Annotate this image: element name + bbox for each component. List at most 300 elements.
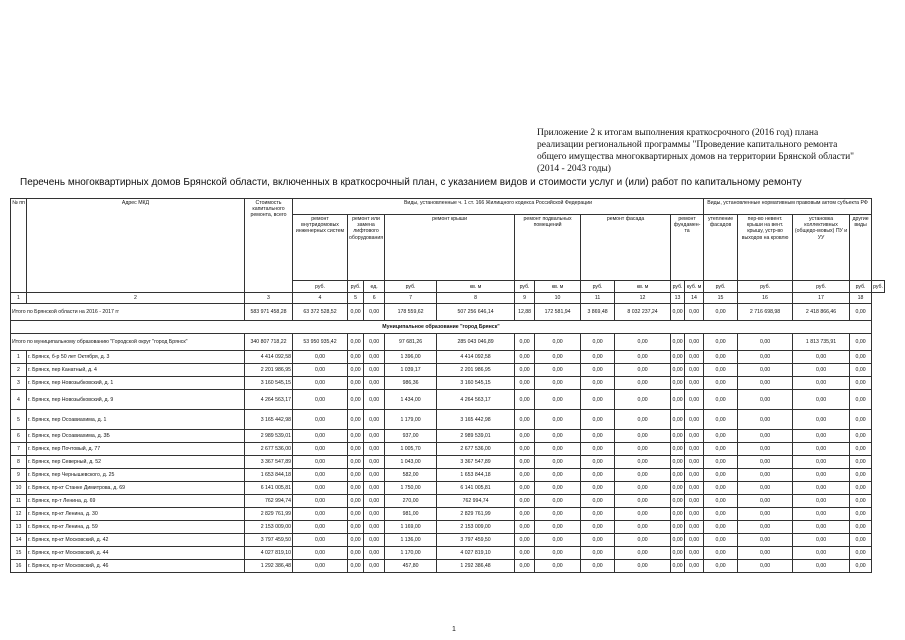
value-cell: 0,00 bbox=[535, 521, 581, 534]
header-insulation: утепление фасадов bbox=[704, 215, 738, 281]
total-label: Итого по муниципальному образованию "Городской округ "город Брянск" bbox=[11, 334, 245, 351]
value-cell: 0,00 bbox=[348, 495, 364, 508]
value-cell: 0,00 bbox=[515, 351, 535, 364]
value-cell: 2 201 986,95 bbox=[245, 364, 293, 377]
value-cell: 0,00 bbox=[515, 430, 535, 443]
value-cell: 0,00 bbox=[515, 469, 535, 482]
column-number-cell: 15 bbox=[704, 293, 738, 304]
value-cell: 0,00 bbox=[515, 456, 535, 469]
table-row bbox=[11, 351, 885, 364]
column-number-cell: 10 bbox=[535, 293, 581, 304]
value-cell: 0,00 bbox=[671, 443, 685, 456]
unit-cell: руб. bbox=[348, 281, 364, 293]
value-cell: 4 414 092,58 bbox=[245, 351, 293, 364]
value-cell: 0,00 bbox=[515, 390, 535, 410]
total-value-cell: 97 681,26 bbox=[385, 334, 437, 351]
header-num: № пп bbox=[11, 199, 27, 293]
unit-cell: руб. bbox=[515, 281, 535, 293]
value-cell: 0,00 bbox=[685, 560, 704, 573]
value-cell: 0,00 bbox=[615, 534, 671, 547]
total-value-cell: 12,88 bbox=[515, 304, 535, 321]
value-cell: 0,00 bbox=[535, 534, 581, 547]
total-value-cell: 53 950 935,42 bbox=[293, 334, 348, 351]
value-cell: 0,00 bbox=[293, 469, 348, 482]
row-number-cell: 8 bbox=[11, 456, 27, 469]
value-cell: 0,00 bbox=[515, 534, 535, 547]
value-cell: 0,00 bbox=[738, 390, 793, 410]
value-cell: 0,00 bbox=[738, 430, 793, 443]
value-cell: 0,00 bbox=[738, 508, 793, 521]
value-cell: 0,00 bbox=[581, 443, 615, 456]
row-number-cell: 2 bbox=[11, 364, 27, 377]
value-cell: 0,00 bbox=[793, 351, 850, 364]
table-row bbox=[11, 364, 885, 377]
value-cell: 0,00 bbox=[348, 443, 364, 456]
value-cell: 0,00 bbox=[704, 534, 738, 547]
value-cell: 0,00 bbox=[581, 351, 615, 364]
value-cell: 986,36 bbox=[385, 377, 437, 390]
value-cell: 0,00 bbox=[685, 547, 704, 560]
header-elevator: ремонт или замена лифтового оборудования bbox=[348, 215, 385, 281]
value-cell: 0,00 bbox=[685, 482, 704, 495]
value-cell: 0,00 bbox=[348, 482, 364, 495]
header-foundation: ремонт фундамен-та bbox=[671, 215, 704, 281]
value-cell: 1 005,70 bbox=[385, 443, 437, 456]
header-types-housing-code: Виды, установленные ч. 1 ст. 166 Жилищного кодекса Российской Федерации bbox=[293, 199, 704, 215]
header-other: другие виды bbox=[850, 215, 872, 281]
address-cell: г. Брянск, пер Канатный, д. 4 bbox=[27, 364, 245, 377]
table-row bbox=[11, 456, 885, 469]
value-cell: 0,00 bbox=[293, 508, 348, 521]
value-cell: 0,00 bbox=[738, 377, 793, 390]
value-cell: 0,00 bbox=[364, 560, 385, 573]
value-cell: 0,00 bbox=[738, 495, 793, 508]
value-cell: 0,00 bbox=[515, 508, 535, 521]
table-row bbox=[11, 508, 885, 521]
value-cell: 0,00 bbox=[793, 456, 850, 469]
value-cell: 582,00 bbox=[385, 469, 437, 482]
value-cell: 0,00 bbox=[515, 443, 535, 456]
value-cell: 1 653 844,18 bbox=[437, 469, 515, 482]
value-cell: 0,00 bbox=[615, 508, 671, 521]
row-number-cell: 5 bbox=[11, 410, 27, 430]
column-number-cell: 9 bbox=[515, 293, 535, 304]
address-cell: г. Брянск, пр-кт Московский, д. 46 bbox=[27, 560, 245, 573]
value-cell: 0,00 bbox=[704, 469, 738, 482]
total-value-cell: 0,00 bbox=[850, 304, 872, 321]
value-cell: 0,00 bbox=[535, 560, 581, 573]
value-cell: 0,00 bbox=[850, 456, 872, 469]
value-cell: 0,00 bbox=[671, 410, 685, 430]
value-cell: 4 264 563,17 bbox=[245, 390, 293, 410]
value-cell: 1 170,00 bbox=[385, 547, 437, 560]
value-cell: 0,00 bbox=[850, 521, 872, 534]
address-cell: г. Брянск, пер Чернышевского, д. 25 bbox=[27, 469, 245, 482]
value-cell: 0,00 bbox=[581, 377, 615, 390]
value-cell: 0,00 bbox=[793, 560, 850, 573]
column-number-cell: 7 bbox=[385, 293, 437, 304]
value-cell: 6 141 005,81 bbox=[245, 482, 293, 495]
value-cell: 0,00 bbox=[581, 508, 615, 521]
value-cell: 0,00 bbox=[535, 508, 581, 521]
value-cell: 2 153 009,00 bbox=[437, 521, 515, 534]
value-cell: 0,00 bbox=[685, 364, 704, 377]
table-row bbox=[11, 495, 885, 508]
value-cell: 1 292 386,48 bbox=[437, 560, 515, 573]
value-cell: 2 989 539,01 bbox=[437, 430, 515, 443]
total-value-cell: 0,00 bbox=[704, 304, 738, 321]
value-cell: 3 160 545,15 bbox=[437, 377, 515, 390]
value-cell: 0,00 bbox=[738, 521, 793, 534]
value-cell: 0,00 bbox=[348, 456, 364, 469]
value-cell: 0,00 bbox=[615, 482, 671, 495]
value-cell: 0,00 bbox=[535, 456, 581, 469]
total-value-cell: 0,00 bbox=[738, 334, 793, 351]
value-cell: 0,00 bbox=[581, 469, 615, 482]
value-cell: 0,00 bbox=[738, 443, 793, 456]
unit-cell: кв. м bbox=[437, 281, 515, 293]
value-cell: 4 264 563,17 bbox=[437, 390, 515, 410]
value-cell: 0,00 bbox=[535, 377, 581, 390]
value-cell: 0,00 bbox=[615, 351, 671, 364]
total-value-cell: 0,00 bbox=[348, 304, 364, 321]
value-cell: 0,00 bbox=[671, 547, 685, 560]
unit-cell: руб. bbox=[581, 281, 615, 293]
unit-cell: руб. bbox=[385, 281, 437, 293]
total-value-cell: 0,00 bbox=[348, 334, 364, 351]
unit-cell: кв. м bbox=[535, 281, 581, 293]
value-cell: 0,00 bbox=[704, 377, 738, 390]
total-value-cell: 8 032 237,24 bbox=[615, 304, 671, 321]
value-cell: 0,00 bbox=[793, 508, 850, 521]
row-number-cell: 1 bbox=[11, 351, 27, 364]
value-cell: 0,00 bbox=[704, 364, 738, 377]
value-cell: 0,00 bbox=[704, 430, 738, 443]
address-cell: г. Брянск, пер Северный, д. 52 bbox=[27, 456, 245, 469]
value-cell: 3 797 459,50 bbox=[437, 534, 515, 547]
value-cell: 1 136,00 bbox=[385, 534, 437, 547]
unit-cell: руб. bbox=[671, 281, 685, 293]
value-cell: 0,00 bbox=[515, 410, 535, 430]
value-cell: 0,00 bbox=[850, 377, 872, 390]
value-cell: 0,00 bbox=[671, 456, 685, 469]
value-cell: 3 367 547,89 bbox=[245, 456, 293, 469]
address-cell: г. Брянск, пр-кт Станке Димитрова, д. 69 bbox=[27, 482, 245, 495]
row-number-cell: 14 bbox=[11, 534, 27, 547]
address-cell: г. Брянск, пр-т Ленина, д. 69 bbox=[27, 495, 245, 508]
value-cell: 2 677 536,00 bbox=[245, 443, 293, 456]
value-cell: 0,00 bbox=[515, 521, 535, 534]
value-cell: 0,00 bbox=[348, 521, 364, 534]
address-cell: г. Брянск, пр-кт Московский, д. 42 bbox=[27, 534, 245, 547]
row-number-cell: 11 bbox=[11, 495, 27, 508]
value-cell: 0,00 bbox=[581, 364, 615, 377]
value-cell: 0,00 bbox=[615, 410, 671, 430]
value-cell: 0,00 bbox=[704, 456, 738, 469]
total-value-cell: 285 043 046,89 bbox=[437, 334, 515, 351]
table-row bbox=[11, 377, 885, 390]
value-cell: 1 169,00 bbox=[385, 521, 437, 534]
value-cell: 0,00 bbox=[671, 469, 685, 482]
value-cell: 0,00 bbox=[364, 351, 385, 364]
value-cell: 0,00 bbox=[850, 351, 872, 364]
value-cell: 0,00 bbox=[671, 377, 685, 390]
value-cell: 1 750,00 bbox=[385, 482, 437, 495]
row-number-cell: 13 bbox=[11, 521, 27, 534]
table-row bbox=[11, 469, 885, 482]
value-cell: 0,00 bbox=[364, 547, 385, 560]
total-value-cell: 507 256 646,14 bbox=[437, 304, 515, 321]
value-cell: 0,00 bbox=[615, 430, 671, 443]
value-cell: 0,00 bbox=[685, 410, 704, 430]
header-pitched-roof: пер-во невент. крыши на вент. крышу, устр-во выходов на кровлю bbox=[738, 215, 793, 281]
value-cell: 0,00 bbox=[850, 482, 872, 495]
value-cell: 1 434,00 bbox=[385, 390, 437, 410]
value-cell: 0,00 bbox=[364, 456, 385, 469]
value-cell: 0,00 bbox=[850, 410, 872, 430]
value-cell: 0,00 bbox=[793, 430, 850, 443]
value-cell: 0,00 bbox=[581, 495, 615, 508]
document-title: Перечень многоквартирных домов Брянской области, включенных в краткосрочный план, с указанием видов и стоимости услуг и (или) работ по капитальному ремонту bbox=[20, 177, 802, 188]
value-cell: 0,00 bbox=[704, 495, 738, 508]
value-cell: 0,00 bbox=[671, 495, 685, 508]
value-cell: 2 989 539,01 bbox=[245, 430, 293, 443]
value-cell: 0,00 bbox=[348, 560, 364, 573]
value-cell: 0,00 bbox=[704, 482, 738, 495]
value-cell: 0,00 bbox=[348, 547, 364, 560]
value-cell: 0,00 bbox=[535, 351, 581, 364]
value-cell: 0,00 bbox=[685, 351, 704, 364]
value-cell: 2 829 761,99 bbox=[245, 508, 293, 521]
total-value-cell: 0,00 bbox=[364, 304, 385, 321]
value-cell: 0,00 bbox=[364, 534, 385, 547]
total-value-cell: 63 372 528,52 bbox=[293, 304, 348, 321]
value-cell: 0,00 bbox=[515, 560, 535, 573]
header-facade: ремонт фасада bbox=[581, 215, 671, 281]
total-value-cell: 3 869,48 bbox=[581, 304, 615, 321]
address-cell: г. Брянск, пр-кт Ленина, д. 30 bbox=[27, 508, 245, 521]
value-cell: 0,00 bbox=[704, 443, 738, 456]
value-cell: 0,00 bbox=[850, 508, 872, 521]
value-cell: 0,00 bbox=[685, 390, 704, 410]
value-cell: 0,00 bbox=[615, 560, 671, 573]
column-numbers-row bbox=[11, 293, 885, 304]
value-cell: 0,00 bbox=[293, 456, 348, 469]
value-cell: 0,00 bbox=[738, 410, 793, 430]
value-cell: 0,00 bbox=[793, 521, 850, 534]
unit-cell: кв. м bbox=[615, 281, 671, 293]
value-cell: 0,00 bbox=[348, 430, 364, 443]
value-cell: 0,00 bbox=[738, 534, 793, 547]
address-cell: г. Брянск, пер Осоавиахима, д. 1 bbox=[27, 410, 245, 430]
value-cell: 1 179,00 bbox=[385, 410, 437, 430]
column-number-cell: 5 bbox=[348, 293, 364, 304]
value-cell: 0,00 bbox=[615, 495, 671, 508]
value-cell: 0,00 bbox=[704, 508, 738, 521]
value-cell: 0,00 bbox=[364, 469, 385, 482]
value-cell: 0,00 bbox=[535, 390, 581, 410]
value-cell: 0,00 bbox=[581, 534, 615, 547]
total-value-cell: 1 813 735,91 bbox=[793, 334, 850, 351]
value-cell: 0,00 bbox=[364, 430, 385, 443]
value-cell: 0,00 bbox=[581, 430, 615, 443]
table-row bbox=[11, 547, 885, 560]
value-cell: 0,00 bbox=[615, 521, 671, 534]
value-cell: 937,00 bbox=[385, 430, 437, 443]
value-cell: 3 165 442,98 bbox=[437, 410, 515, 430]
table-row bbox=[11, 560, 885, 573]
value-cell: 1 653 844,18 bbox=[245, 469, 293, 482]
value-cell: 0,00 bbox=[364, 390, 385, 410]
value-cell: 0,00 bbox=[535, 430, 581, 443]
value-cell: 0,00 bbox=[293, 482, 348, 495]
value-cell: 0,00 bbox=[685, 495, 704, 508]
value-cell: 0,00 bbox=[293, 560, 348, 573]
value-cell: 0,00 bbox=[615, 469, 671, 482]
value-cell: 0,00 bbox=[850, 495, 872, 508]
value-cell: 0,00 bbox=[535, 495, 581, 508]
appendix-note: Приложение 2 к итогам выполнения краткосрочного (2016 год) плана реализации региональной программы "Проведение капитального ремонта общего имущества многоквартирных домов на территории Брянской области" (2014 - 2043 годы) bbox=[537, 128, 855, 174]
value-cell: 2 153 009,00 bbox=[245, 521, 293, 534]
value-cell: 0,00 bbox=[293, 534, 348, 547]
row-number-cell: 3 bbox=[11, 377, 27, 390]
value-cell: 0,00 bbox=[704, 560, 738, 573]
table-row bbox=[11, 410, 885, 430]
value-cell: 0,00 bbox=[793, 547, 850, 560]
total-region-row bbox=[11, 304, 885, 321]
value-cell: 0,00 bbox=[535, 364, 581, 377]
unit-cell: руб. bbox=[793, 281, 850, 293]
value-cell: 0,00 bbox=[685, 377, 704, 390]
address-cell: г. Брянск, пр-кт Московский, д. 44 bbox=[27, 547, 245, 560]
value-cell: 0,00 bbox=[738, 560, 793, 573]
value-cell: 0,00 bbox=[615, 456, 671, 469]
value-cell: 0,00 bbox=[581, 410, 615, 430]
column-number-cell: 2 bbox=[27, 293, 245, 304]
table-row bbox=[11, 482, 885, 495]
value-cell: 6 141 005,81 bbox=[437, 482, 515, 495]
value-cell: 0,00 bbox=[738, 456, 793, 469]
value-cell: 0,00 bbox=[535, 482, 581, 495]
value-cell: 0,00 bbox=[671, 390, 685, 410]
table-row bbox=[11, 430, 885, 443]
value-cell: 0,00 bbox=[364, 377, 385, 390]
value-cell: 0,00 bbox=[738, 364, 793, 377]
value-cell: 0,00 bbox=[671, 351, 685, 364]
row-number-cell: 15 bbox=[11, 547, 27, 560]
table-row bbox=[11, 443, 885, 456]
value-cell: 0,00 bbox=[348, 534, 364, 547]
total-value-cell: 583 971 458,28 bbox=[245, 304, 293, 321]
value-cell: 0,00 bbox=[793, 410, 850, 430]
value-cell: 0,00 bbox=[850, 430, 872, 443]
row-number-cell: 7 bbox=[11, 443, 27, 456]
unit-cell: руб. bbox=[738, 281, 793, 293]
value-cell: 0,00 bbox=[615, 364, 671, 377]
value-cell: 1 396,00 bbox=[385, 351, 437, 364]
value-cell: 0,00 bbox=[704, 351, 738, 364]
total-value-cell: 2 716 698,98 bbox=[738, 304, 793, 321]
page-number: 1 bbox=[452, 626, 456, 633]
unit-cell: руб. bbox=[704, 281, 738, 293]
unit-cell: руб. bbox=[872, 281, 885, 293]
value-cell: 0,00 bbox=[581, 521, 615, 534]
value-cell: 0,00 bbox=[364, 364, 385, 377]
header-roof: ремонт крыши bbox=[385, 215, 515, 281]
column-number-cell: 11 bbox=[581, 293, 615, 304]
value-cell: 0,00 bbox=[671, 521, 685, 534]
value-cell: 3 160 545,15 bbox=[245, 377, 293, 390]
column-number-cell: 1 bbox=[11, 293, 27, 304]
value-cell: 2 201 986,95 bbox=[437, 364, 515, 377]
value-cell: 0,00 bbox=[793, 364, 850, 377]
column-number-cell: 6 bbox=[364, 293, 385, 304]
value-cell: 0,00 bbox=[293, 521, 348, 534]
column-number-cell: 17 bbox=[793, 293, 850, 304]
table-row bbox=[11, 390, 885, 410]
value-cell: 0,00 bbox=[348, 351, 364, 364]
value-cell: 0,00 bbox=[535, 469, 581, 482]
value-cell: 0,00 bbox=[293, 364, 348, 377]
value-cell: 0,00 bbox=[685, 430, 704, 443]
repair-table bbox=[10, 198, 885, 573]
value-cell: 0,00 bbox=[793, 377, 850, 390]
total-value-cell: 0,00 bbox=[615, 334, 671, 351]
value-cell: 0,00 bbox=[348, 377, 364, 390]
value-cell: 0,00 bbox=[738, 482, 793, 495]
value-cell: 0,00 bbox=[793, 469, 850, 482]
value-cell: 0,00 bbox=[615, 390, 671, 410]
row-number-cell: 16 bbox=[11, 560, 27, 573]
value-cell: 3 797 459,50 bbox=[245, 534, 293, 547]
value-cell: 0,00 bbox=[364, 495, 385, 508]
column-number-cell: 16 bbox=[738, 293, 793, 304]
value-cell: 0,00 bbox=[515, 364, 535, 377]
row-number-cell: 9 bbox=[11, 469, 27, 482]
value-cell: 0,00 bbox=[581, 560, 615, 573]
value-cell: 0,00 bbox=[850, 547, 872, 560]
header-types-region: Виды, установленные нормативным правовым актом субъекта РФ bbox=[704, 199, 872, 215]
unit-cell: ед. bbox=[364, 281, 385, 293]
address-cell: г. Брянск, пер Новозыбковский, д. 1 bbox=[27, 377, 245, 390]
value-cell: 0,00 bbox=[850, 560, 872, 573]
value-cell: 0,00 bbox=[515, 495, 535, 508]
value-cell: 0,00 bbox=[738, 351, 793, 364]
total-value-cell: 172 581,94 bbox=[535, 304, 581, 321]
value-cell: 0,00 bbox=[704, 521, 738, 534]
value-cell: 0,00 bbox=[793, 482, 850, 495]
value-cell: 0,00 bbox=[685, 456, 704, 469]
value-cell: 0,00 bbox=[293, 351, 348, 364]
value-cell: 0,00 bbox=[535, 547, 581, 560]
value-cell: 4 027 819,10 bbox=[245, 547, 293, 560]
value-cell: 0,00 bbox=[793, 390, 850, 410]
value-cell: 0,00 bbox=[671, 534, 685, 547]
value-cell: 0,00 bbox=[581, 547, 615, 560]
value-cell: 0,00 bbox=[348, 364, 364, 377]
value-cell: 0,00 bbox=[850, 364, 872, 377]
value-cell: 0,00 bbox=[671, 508, 685, 521]
row-number-cell: 6 bbox=[11, 430, 27, 443]
value-cell: 0,00 bbox=[671, 560, 685, 573]
value-cell: 0,00 bbox=[738, 469, 793, 482]
total-value-cell: 0,00 bbox=[535, 334, 581, 351]
header-cost: Стоимость капитального ремонта, всего bbox=[245, 199, 293, 293]
total-value-cell: 0,00 bbox=[671, 334, 685, 351]
value-cell: 0,00 bbox=[685, 534, 704, 547]
header-address: Адрес МКД bbox=[27, 199, 245, 293]
row-number-cell: 10 bbox=[11, 482, 27, 495]
